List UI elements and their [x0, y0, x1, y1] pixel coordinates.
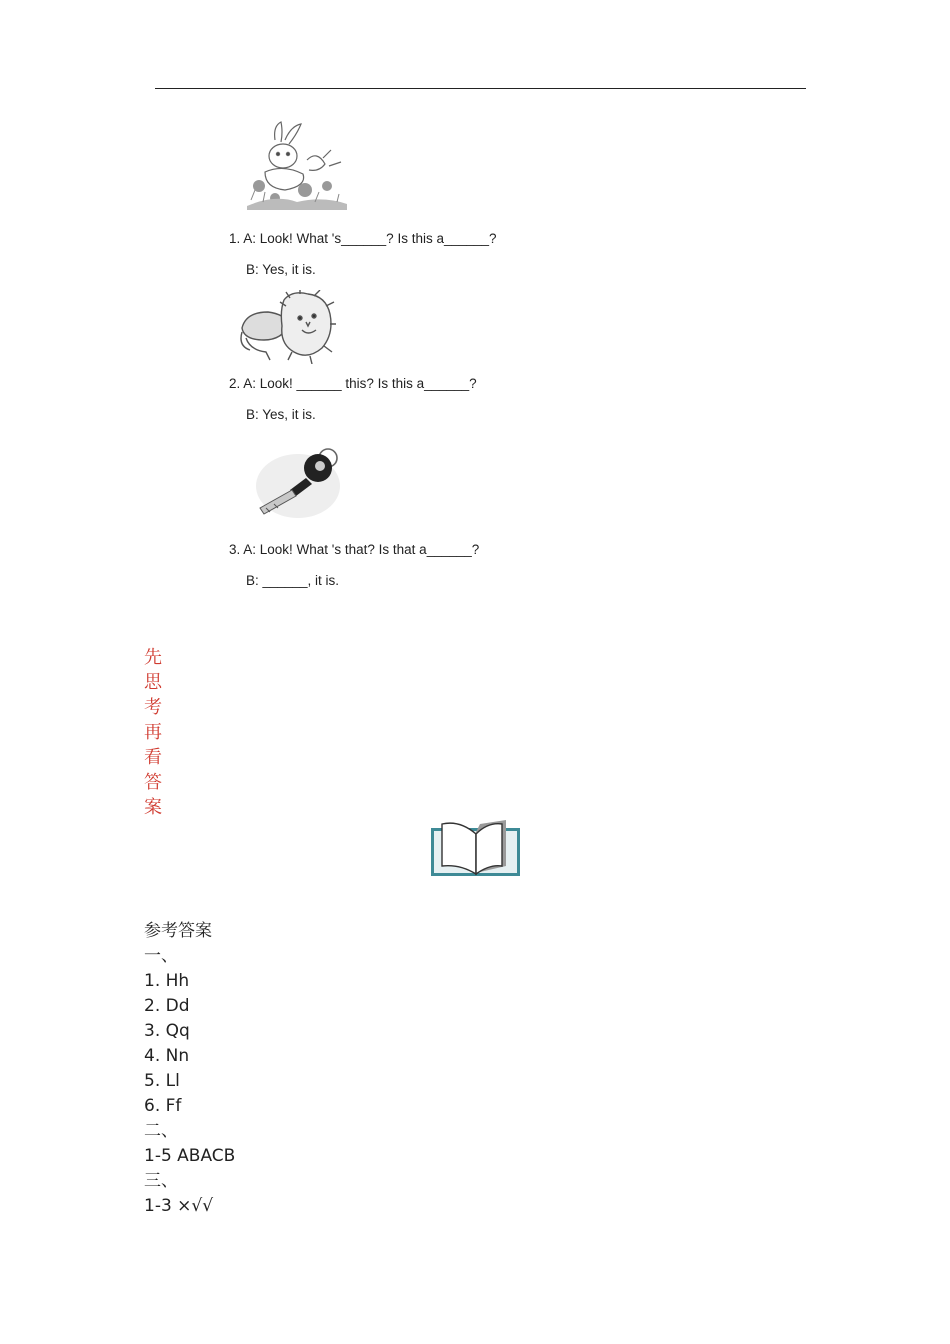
answer-item: 3. Qq: [144, 1021, 190, 1041]
note-char: 看: [144, 747, 162, 768]
note-char: 考: [144, 697, 162, 718]
think-first-note: [144, 645, 166, 820]
question-1-line-b: B: Yes, it is.: [246, 262, 316, 277]
question-3-line-b: B: ______, it is.: [246, 573, 340, 588]
question-2-line-a: 2. A: Look! ______ this? Is this a______?: [229, 376, 477, 391]
open-book-icon: [430, 820, 522, 878]
question-1-line-a: 1. A: Look! What 's______? Is this a______?: [229, 231, 497, 246]
answer-item: 6. Ff: [144, 1096, 182, 1116]
key-image: [250, 440, 345, 520]
answer-key: [144, 919, 235, 1219]
answer-title: 参考答案: [144, 921, 212, 941]
note-char: 案: [144, 797, 162, 818]
note-char: 思: [144, 672, 162, 693]
answer-item: 1-3 ×√√: [144, 1196, 214, 1216]
answer-item: 1-5 ABACB: [144, 1146, 236, 1166]
note-char: 答: [144, 772, 162, 793]
answer-item: 4. Nn: [144, 1046, 190, 1066]
answer-item: 1. Hh: [144, 971, 190, 991]
answer-section-3: 三、: [144, 1171, 178, 1191]
header-rule: [155, 88, 806, 89]
note-char: 再: [144, 722, 162, 743]
answer-item: 5. Ll: [144, 1071, 180, 1091]
answer-section-2: 二、: [144, 1121, 178, 1141]
question-2-line-b: B: Yes, it is.: [246, 407, 316, 422]
note-char: 先: [144, 647, 162, 668]
answer-item: 2. Dd: [144, 996, 190, 1016]
question-3-line-a: 3. A: Look! What 's that? Is that a______?: [229, 542, 480, 557]
rabbit-flowers-image: [245, 120, 350, 212]
lion-image: [236, 290, 336, 364]
answer-section-1: 一、: [144, 946, 178, 966]
